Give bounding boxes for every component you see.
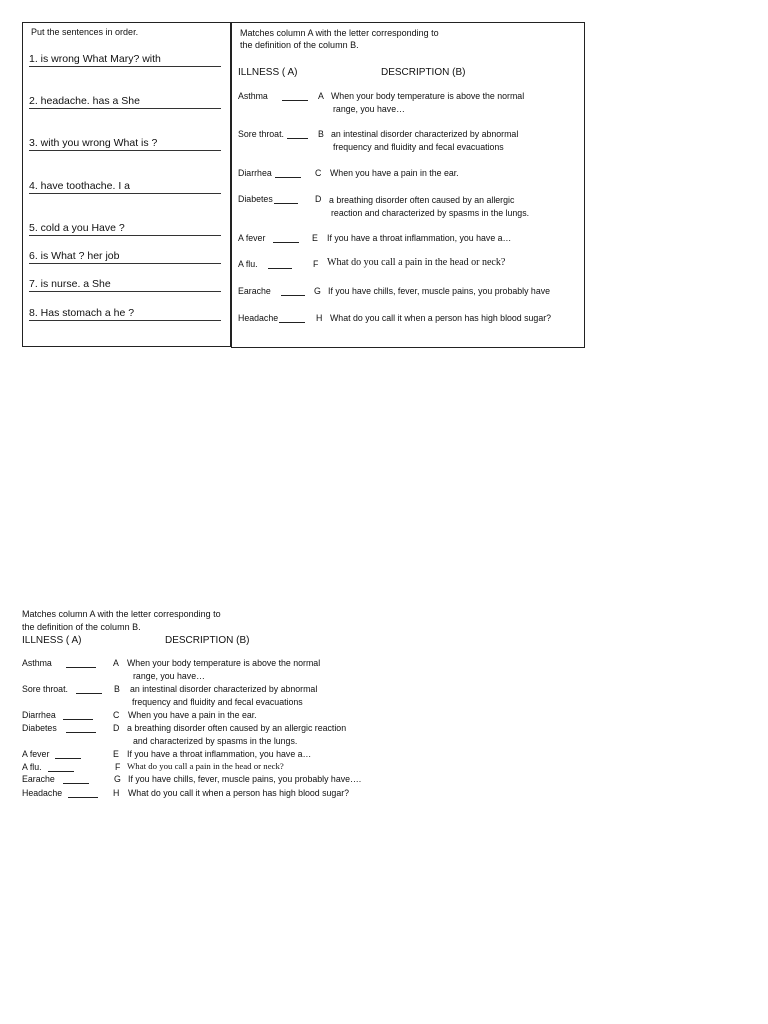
description-item: a breathing disorder often caused by an allergic reaction and characterized by spasms in the lungs.	[329, 195, 530, 218]
answer-blank[interactable]	[287, 129, 308, 139]
answer-line-7[interactable]	[29, 291, 221, 292]
bottom-description-letter: A	[113, 658, 119, 668]
answer-blank[interactable]	[63, 774, 89, 784]
description-letter: G	[314, 286, 321, 296]
description-item: When your body temperature is above the normal range, you have…	[331, 91, 525, 114]
answer-blank[interactable]	[279, 313, 305, 323]
bottom-illness-item: Diabetes	[22, 723, 96, 733]
bottom-description-letter: F	[115, 762, 121, 772]
bottom-illness-item: Diarrhea	[22, 710, 93, 720]
answer-blank[interactable]	[48, 762, 74, 772]
bottom-illness-item: Headache	[22, 788, 98, 798]
description-item: When you have a pain in the ear.	[330, 168, 459, 178]
bottom-illness-item: A flu.	[22, 762, 74, 772]
answer-blank[interactable]	[55, 749, 81, 759]
sentence-order-title: Put the sentences in order.	[31, 27, 139, 37]
description-letter: A	[318, 91, 324, 101]
description-letter: D	[315, 194, 322, 204]
bottom-matching-instruction-cont: the definition of the column B.	[22, 622, 141, 632]
bottom-description-letter: C	[113, 710, 120, 720]
bottom-illness-item: Sore throat.	[22, 684, 102, 694]
illness-item: Diabetes	[238, 194, 298, 204]
sentence-5: 5. cold a you Have ?	[29, 222, 125, 234]
description-item: If you have chills, fever, muscle pains, you probably have	[328, 286, 550, 296]
description-item: an intestinal disorder characterized by abnormal frequency and fluidity and fecal evacuations	[331, 129, 519, 152]
bottom-description-letter: E	[113, 749, 119, 759]
bottom-description-letter: B	[114, 684, 120, 694]
answer-blank[interactable]	[66, 723, 96, 733]
description-letter: F	[313, 259, 319, 269]
answer-line-8[interactable]	[29, 320, 221, 321]
bottom-description-letter: H	[113, 788, 120, 798]
bottom-illness-item: Earache	[22, 774, 89, 784]
illness-item: A fever	[238, 233, 299, 243]
illness-item: Sore throat.	[238, 129, 308, 139]
description-item: What do you call a pain in the head or neck?	[327, 257, 506, 268]
answer-blank[interactable]	[282, 91, 308, 101]
description-letter: E	[312, 233, 318, 243]
illness-column-header: ILLNESS ( A)	[238, 67, 298, 78]
sentence-1: 1. is wrong What Mary? with	[29, 53, 161, 65]
bottom-description-item: What do you call it when a person has high blood sugar?	[128, 788, 350, 798]
bottom-description-item: an intestinal disorder characterized by abnormal frequency and fluidity and fecal evacuations	[130, 684, 318, 707]
description-letter: H	[316, 313, 323, 323]
bottom-description-item: a breathing disorder often caused by an allergic reaction and characterized by spasms in the lungs.	[127, 723, 347, 746]
sentence-8: 8. Has stomach a he ?	[29, 307, 135, 319]
answer-line-5[interactable]	[29, 235, 221, 236]
bottom-description-column-header: DESCRIPTION (B)	[165, 635, 250, 646]
answer-blank[interactable]	[273, 233, 299, 243]
description-item: What do you call it when a person has high blood sugar?	[330, 313, 552, 323]
sentence-order-box	[22, 22, 231, 347]
bottom-description-item: When your body temperature is above the normal range, you have…	[127, 658, 321, 681]
answer-blank[interactable]	[76, 684, 102, 694]
answer-blank[interactable]	[63, 710, 93, 720]
answer-line-4[interactable]	[29, 193, 221, 194]
illness-item: A flu.	[238, 259, 292, 269]
illness-item: Headache	[238, 313, 305, 323]
description-column-header: DESCRIPTION (B)	[381, 67, 466, 78]
answer-blank[interactable]	[268, 259, 292, 269]
matching-instruction-cont: the definition of the column B.	[240, 40, 359, 50]
description-letter: C	[315, 168, 322, 178]
illness-item: Asthma	[238, 91, 308, 101]
answer-blank[interactable]	[281, 286, 305, 296]
bottom-description-item: What do you call a pain in the head or neck?	[127, 761, 284, 771]
bottom-matching-instruction: Matches column A with the letter corresponding to	[22, 609, 221, 619]
answer-blank[interactable]	[66, 658, 96, 668]
bottom-description-letter: G	[114, 774, 121, 784]
sentence-2: 2. headache. has a She	[29, 95, 140, 107]
matching-box	[231, 22, 585, 348]
sentence-3: 3. with you wrong What is ?	[29, 137, 158, 149]
illness-item: Earache	[238, 286, 305, 296]
sentence-4: 4. have toothache. I a	[29, 180, 130, 192]
bottom-description-letter: D	[113, 723, 120, 733]
bottom-description-item: If you have a throat inflammation, you have a…	[127, 749, 312, 759]
answer-blank[interactable]	[275, 168, 301, 178]
answer-line-2[interactable]	[29, 108, 221, 109]
answer-line-6[interactable]	[29, 263, 221, 264]
bottom-illness-column-header: ILLNESS ( A)	[22, 635, 82, 646]
sentence-6: 6. is What ? her job	[29, 250, 120, 262]
answer-line-1[interactable]	[29, 66, 221, 67]
bottom-illness-item: Asthma	[22, 658, 96, 668]
illness-item: Diarrhea	[238, 168, 301, 178]
description-item: If you have a throat inflammation, you have a…	[327, 233, 512, 243]
sentence-7: 7. is nurse. a She	[29, 278, 111, 290]
bottom-description-item: If you have chills, fever, muscle pains, you probably have….	[128, 774, 362, 784]
answer-blank[interactable]	[68, 788, 98, 798]
description-letter: B	[318, 129, 324, 139]
bottom-description-item: When you have a pain in the ear.	[128, 710, 257, 720]
bottom-illness-item: A fever	[22, 749, 81, 759]
matching-instruction: Matches column A with the letter corresponding to	[240, 28, 439, 38]
answer-blank[interactable]	[274, 194, 298, 204]
answer-line-3[interactable]	[29, 150, 221, 151]
